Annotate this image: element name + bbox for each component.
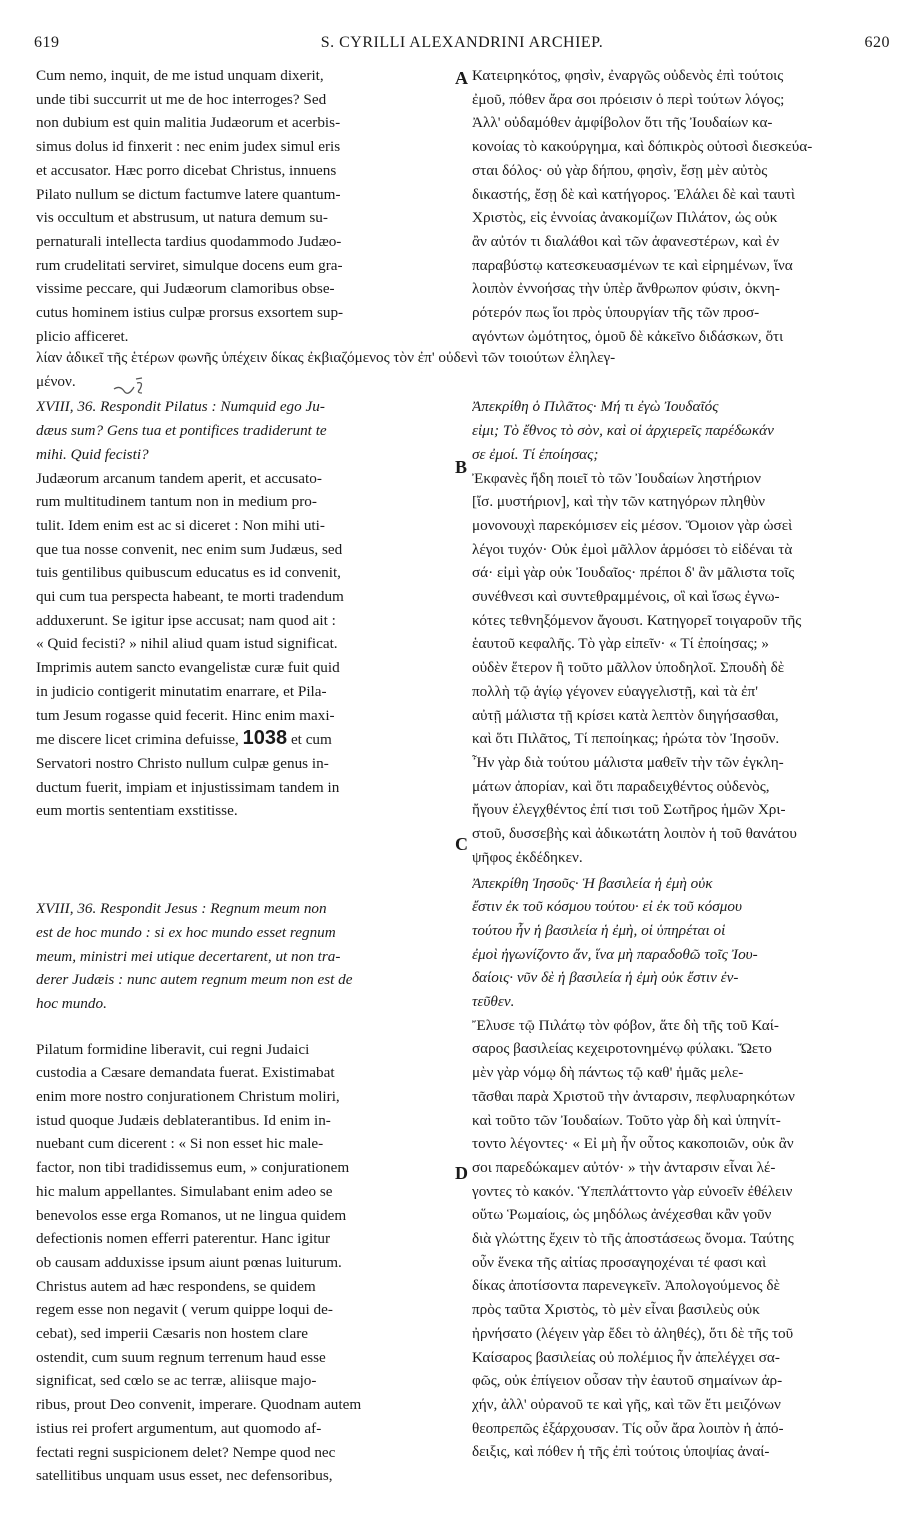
text-line: et accusator. Hæc porro dicebat Christus, innuens — [36, 161, 337, 179]
text-line: rum multitudinem tantum non in medium pro- — [36, 493, 317, 511]
text-line: significat, sed cœlo se ac terræ, aliisque majo- — [36, 1372, 317, 1390]
text-line: μονονουχὶ παρεκόμισεν εἰς μέσον. Ὅμοιον γὰρ ὡσεὶ — [472, 516, 793, 534]
text-line: καὶ ὅτι Πιλᾶτος, Τί πεποίηκας; ἠρώτα τὸν Ἰησοῦν. — [472, 730, 780, 748]
text-line: nuebant cum dicerent : « Si non esset hic male- — [36, 1135, 324, 1153]
text-line: ἐμοὶ ἠγωνίζοντο ἄν, ἵνα μὴ παραδοθῶ τοῖς Ἰου- — [472, 945, 758, 963]
text-line: γοντες τὸ κακόν. Ὑπεπλάττοντο γὰρ εὐνοεῖν ἐθέλειν — [472, 1182, 793, 1200]
text-line: ρότερόν πως ἴοι πρὸς ὑπουργίαν τῆς τῶν προσ- — [472, 304, 760, 322]
greek-paragraph-2 — [472, 467, 894, 870]
handwritten-pencil-mark — [112, 375, 152, 397]
latin-verse-heading-2 — [36, 897, 450, 1016]
text-line: rum crudelitati serviret, simulque docens eum gra- — [36, 256, 343, 274]
text-line: σοι παρεδώκαμεν αὐτόν· » τὴν ἀνταρσιν εἶναι λέ- — [472, 1158, 776, 1176]
text-line: εἰμι; Τὸ ἔθνος τὸ σὸν, καὶ οἱ ἀρχιερεῖς παρέδωκάν — [472, 422, 774, 440]
text-line: Ἀπεκρίθη Ἰησοῦς· Ἡ βασιλεία ἡ ἐμὴ οὐκ — [472, 874, 713, 892]
text-line: que tua nosse convenit, nec enim sum Judæus, sed — [36, 540, 343, 558]
text-line: σε ἐμοί. Τί ἐποίησας; — [472, 445, 599, 463]
text-line: istud quoque Judæis deblaterantibus. Id enim in- — [36, 1111, 331, 1129]
text-line: σά· εἰμὶ γὰρ οὐκ Ἰουδαῖος· πρέποι δ' ἂν μᾶλιστα τοῖς — [472, 564, 795, 582]
text-fragment: me discere licet crimina defuisse, — [36, 731, 239, 749]
text-line: τούτου ἦν ἡ βασιλεία ἡ ἐμὴ, οἱ ὑπηρέται οἱ — [472, 921, 726, 939]
text-line: Pilatum formidine liberavit, cui regni Judaici — [36, 1040, 310, 1058]
text-line: Servatori nostro Christo nullum culpæ genus in- — [36, 754, 329, 772]
text-line: ἠρνήσατο (λέγειν γὰρ ἔδει τὸ ἀληθές), ὅτι δὲ τῆς τοῦ — [472, 1324, 794, 1342]
text-line: οὖν ἕνεκα τῆς αἰτίας προσαγηοχέναι τέ φασι καὶ — [472, 1253, 767, 1271]
text-line: enim more nostro conjurationem Christum moliri, — [36, 1088, 340, 1106]
text-line-with-column-number — [36, 727, 450, 752]
text-line: Cum nemo, inquit, de me istud unquam dixerit, — [36, 67, 324, 84]
text-line: vis occultum et abstrusum, ut natura demum su- — [36, 209, 328, 227]
text-line: ἐμοῦ, πόθεν ἄρα σοι πρόεισιν ὁ περὶ τούτων λόγος; — [472, 90, 785, 108]
text-line: Pilato nullum se dictum factumve latere quantum- — [36, 185, 341, 203]
text-line: Κατειρηκότος, φησὶν, ἐναργῶς οὐδενὸς ἐπὶ τούτοις — [472, 67, 784, 84]
margin-letter-d: D — [455, 1163, 468, 1183]
text-line: αὐτῇ μάλιστα τῇ κρίσει κατὰ λεπτὸν διηγήσασθαι, — [472, 706, 779, 724]
text-line: ἤγουν ἐλεγχθέντος ἐπί τισι τοῦ Σωτῆρος ἡμῶν Χρι- — [472, 801, 786, 819]
text-line: σαρος βασιλείας κεχειροτονημένῳ φύλακι. Ὤετο — [472, 1040, 772, 1058]
text-line: tulit. Idem enim est ac si diceret : Non mihi uti- — [36, 516, 325, 534]
text-line: eum mortis sententiam exstitisse. — [36, 802, 238, 820]
margin-letter-c: C — [455, 834, 468, 854]
text-line: istius rei profert argumentum, aut quomodo af- — [36, 1419, 322, 1437]
text-line: benevolos esse erga Romanos, ut ne lingua quidem — [36, 1206, 347, 1224]
text-line: hic malum appellantes. Simulabant enim adeo se — [36, 1182, 333, 1200]
text-line: μένον. — [36, 372, 76, 390]
text-line: κονοίας τὸ κακούργημα, καὶ δόπικρὸς οὑτοσὶ διεσκεύα- — [472, 138, 813, 156]
text-line: τοντο λέγοντες· « Εἰ μὴ ἦν οὗτος κακοποιῶν, οὐκ ἂν — [472, 1135, 794, 1153]
greek-verse-heading-1 — [472, 395, 894, 466]
running-title: S. CYRILLI ALEXANDRINI ARCHIEP. — [320, 34, 604, 51]
text-line: οὐδὲν ἕτερον ἢ τοῦτο μᾶλλον ὑποδηλοῖ. Σπουδὴ δὲ — [472, 659, 785, 677]
text-line: ἔστιν ἐκ τοῦ κόσμου τούτου· εἰ ἐκ τοῦ κόσμου — [472, 898, 742, 916]
text-line: δίκας ἀποτίσοντα παρενεγκεῖν. Ἀπολογούμενος δὲ — [472, 1277, 780, 1295]
text-line: derer Judæis : nunc autem regnum meum non est de — [36, 971, 353, 989]
text-line: θεοπρεπῶς ἐξάρχουσαν. Τίς οὖν ἄρα λοιπὸν ἡ ἀπό- — [472, 1419, 784, 1437]
latin-verse-heading-1 — [36, 395, 450, 466]
text-line: ductum fuerit, impiam et injustissimam tandem in — [36, 778, 340, 796]
text-line: dæus sum? Gens tua et pontifices tradiderunt te — [36, 422, 327, 440]
text-line: adduxerunt. Se igitur ipse accusat; nam quod ait : — [36, 611, 336, 629]
text-line: δαίοις· νῦν δὲ ἡ βασιλεία ἡ ἐμὴ οὐκ ἔστιν ἐν- — [472, 969, 739, 987]
latin-column — [36, 64, 450, 1488]
text-line: ἂν αὐτόν τι διαλάθοι καὶ τῶν ἀφανεστέρων, καὶ ἐν — [472, 232, 780, 250]
text-line: τᾶσθαι παρὰ Χριστοῦ τὴν ἀνταρσιν, πεφλυαρηκότων — [472, 1087, 795, 1105]
text-line: συνέθνεσι καὶ συντεθραμμένοις, οἳ καὶ ἴσως ἐγνω- — [472, 588, 780, 606]
text-fragment: et cum — [290, 731, 332, 749]
text-line: πρὸς ταῦτα Χριστὸς, τὸ μὲν εἶναι βασιλεὺς οὐκ — [472, 1301, 760, 1319]
text-line: Imprimis autem sancto evangelistæ curæ fuit quid — [36, 659, 340, 677]
text-line: tum Jesum rogasse quid fecerit. Hinc enim maxi- — [36, 706, 335, 724]
text-line: χήν, ἀλλ' οὐρανοῦ τε καὶ γῆς, καὶ τῶν ἔτι μειζόνων — [472, 1395, 781, 1413]
running-header — [34, 34, 890, 56]
text-line: cutus hominem istius culpæ prorsus exsortem sup- — [36, 304, 344, 322]
text-line: λίαν ἀδικεῖ τῆς ἑτέρων φωνῆς ὑπέχειν δίκας ἐκβιαζόμενος τὸν ἐπ' οὐδενὶ τῶν τοιούτων ἐληλεγ- — [36, 349, 616, 366]
text-line: Χριστὸς, εἰς ἐννοίας ἀνακομίζων Πιλάτον, ὡς οὐκ — [472, 209, 778, 227]
text-line: mihi. Quid fecisti? — [36, 445, 149, 463]
text-line: Christus autem ad hæc respondens, se quidem — [36, 1277, 316, 1295]
latin-paragraph-1 — [36, 64, 450, 348]
text-line: ψῆφος ἐκδέδηκεν. — [472, 848, 583, 866]
text-line: αγόντων ὠμότητος, ὁμοῦ δὲ κἀκεῖνο διδάσκων, ὅτι — [472, 327, 784, 345]
text-line: μάτων ἀπορίαν, καὶ ὅτι παραδειχθέντος οὐδενὸς, — [472, 777, 770, 795]
text-line: παραβύστῳ κατεσκευασμένων τε καὶ εἰρημένων, ἵνα — [472, 256, 793, 274]
greek-paragraph-3 — [472, 1014, 894, 1464]
text-line: ribus, prout Deo convenit, imperare. Quodnam autem — [36, 1396, 362, 1414]
text-line: ob causam adduxisse ipsum aiunt pœnas luiturum. — [36, 1253, 342, 1271]
text-line: Ἀπεκρίθη ὁ Πιλᾶτος· Μή τι ἐγὼ Ἰουδαῖός — [472, 398, 719, 416]
text-line: plicio afficeret. — [36, 327, 129, 345]
text-line: ἑαυτοῦ κεφαλῆς. Τὸ γὰρ εἰπεῖν· « Τί ἐποίησας; » — [472, 635, 770, 653]
page-number-left: 619 — [34, 34, 60, 51]
text-line: factor, non tibi tradidissemus eum, » conjurationem — [36, 1159, 350, 1177]
text-line: in judicio contigerit minutatim enarrare, et Pila- — [36, 682, 327, 700]
margin-letter-a: A — [455, 68, 468, 88]
text-line: Ἀλλ' οὐδαμόθεν ἀμφίβολον ὅτι τῆς Ἰουδαίων κα- — [472, 114, 773, 132]
text-line: ostendit, cum suum regnum terrenum haud esse — [36, 1348, 326, 1366]
text-line: custodia a Cæsare demandata fuerat. Existimabat — [36, 1064, 335, 1082]
text-line: regem esse non negavit ( verum quippe loqui de- — [36, 1301, 333, 1319]
column-number: 1038 — [242, 727, 288, 750]
latin-paragraph-3 — [36, 1038, 450, 1488]
text-line: στοῦ, δυσσεβὴς καὶ ἀδικωτάτη λοιπὸν ἡ τοῦ θανάτου — [472, 825, 797, 843]
text-line: meum, ministri mei utique decertarent, ut non tra- — [36, 947, 341, 965]
text-line: Ἔλυσε τῷ Πιλάτῳ τὸν φόβον, ἅτε δὴ τῆς τοῦ Καί- — [472, 1016, 779, 1034]
text-line: tuis gentilibus quibuscum educatus es id convenit, — [36, 564, 341, 582]
text-line: τεῦθεν. — [472, 993, 515, 1011]
text-line: λέγοι τυχόν· Οὐκ ἐμοὶ μᾶλλον ἁρμόσει τὸ εἰδέναι τὰ — [472, 540, 793, 558]
text-line: unde tibi succurrit ut me de hoc interroges? Sed — [36, 90, 327, 108]
text-line: Καίσαρος βασιλείας οὐ πολέμιος ἦν ἀπελέγχει σα- — [472, 1348, 780, 1366]
text-line: διὰ γλώττης ἔχειν τὸ τῆς ἀποστάσεως ὄνομα. Ταύτης — [472, 1230, 794, 1248]
text-line: « Quid fecisti? » nihil aliud quam istud significat. — [36, 635, 338, 653]
text-line: XVIII, 36. Respondit Pilatus : Numquid ego Ju- — [36, 398, 325, 416]
greek-verse-heading-2 — [472, 872, 894, 1014]
text-line: Ἐκφανὲς ἤδη ποιεῖ τὸ τῶν Ἰουδαίων ληστήριον — [472, 469, 762, 487]
text-line: pernaturali intellecta tardius quodammodo Judæo- — [36, 232, 342, 250]
text-line: δειξις, καὶ πόθεν ἡ τῆς ἐπὶ τούτοις ὑποψίας ἀναί- — [472, 1443, 770, 1461]
text-line: Ἦν γὰρ διὰ τούτου μάλιστα μαθεῖν τὴν τῶν ἐγκλη- — [472, 753, 784, 771]
greek-spanning-lines — [36, 346, 894, 393]
text-line: simus dolus id finxerit : nec enim judex simul eris — [36, 138, 341, 156]
text-line: satellitibus unquam usus esset, nec defensoribus, — [36, 1467, 333, 1485]
text-line: fectati regni suspicionem delet? Nempe quod nec — [36, 1443, 336, 1461]
text-line: πολλὴ τῷ ἁγίῳ γέγονεν εὐαγγελιστῇ, καὶ τὰ ἐπ' — [472, 682, 758, 700]
text-line: σται δόλος· οὐ γὰρ δήπου, φησὶν, ἔσῃ μὲν αὐτὸς — [472, 161, 768, 179]
text-line: δικαστής, ἔσῃ δὲ καὶ κατήγορος. Ἐλάλει δὲ καὶ ταυτὶ — [472, 185, 795, 203]
text-line: μὲν γὰρ νόμῳ δὴ πάντως τῷ καθ' ἡμᾶς μελε- — [472, 1064, 744, 1082]
text-line: non dubium est quin malitia Judæorum et acerbis- — [36, 114, 341, 132]
text-line: cebat), sed imperii Cæsaris non hostem clare — [36, 1325, 309, 1343]
greek-paragraph-1 — [472, 64, 894, 348]
margin-letter-b: B — [455, 457, 468, 477]
greek-column — [472, 64, 894, 1464]
latin-paragraph-2 — [36, 467, 450, 824]
text-line: [ἴσ. μυστήριον], καὶ τὴν τῶν κατηγόρων πληθὺν — [472, 493, 765, 511]
text-line: κότες τεθνηξόμενον ἄγουσι. Κατηγορεῖ τοιγαροῦν τῆς — [472, 611, 802, 629]
text-line: XVIII, 36. Respondit Jesus : Regnum meum non — [36, 900, 327, 918]
text-line: est de hoc mundo : si ex hoc mundo esset regnum — [36, 923, 336, 941]
text-line: οὕτω Ῥωμαίοις, ὡς μηδόλως ἀνέχεσθαι κἂν γοῦν — [472, 1206, 772, 1224]
text-line: vissime peccare, qui Judæorum clamoribus obse- — [36, 280, 335, 298]
text-line: defectionis nomen efferri paterentur. Hanc igitur — [36, 1230, 331, 1248]
text-line: hoc mundo. — [36, 994, 107, 1012]
text-line: qui cum tua perspecta habeant, te morti tradendum — [36, 588, 344, 606]
text-line: λοιπὸν ἐννοήσας τὴν ὑπὲρ ἄνθρωπον φύσιν, ὀκνη- — [472, 280, 780, 298]
text-line: Judæorum arcanum tandem aperit, et accusato- — [36, 469, 322, 487]
text-line: καὶ τοῦτο τῶν Ἰουδαίων. Τοῦτο γὰρ δὴ καὶ ὑπηνίτ- — [472, 1111, 781, 1129]
text-line: φῶς, οὐκ ἐπίγειον οὖσαν τὴν ἑαυτοῦ σημαίνων ἀρ- — [472, 1372, 783, 1390]
page-number-right: 620 — [864, 34, 890, 51]
